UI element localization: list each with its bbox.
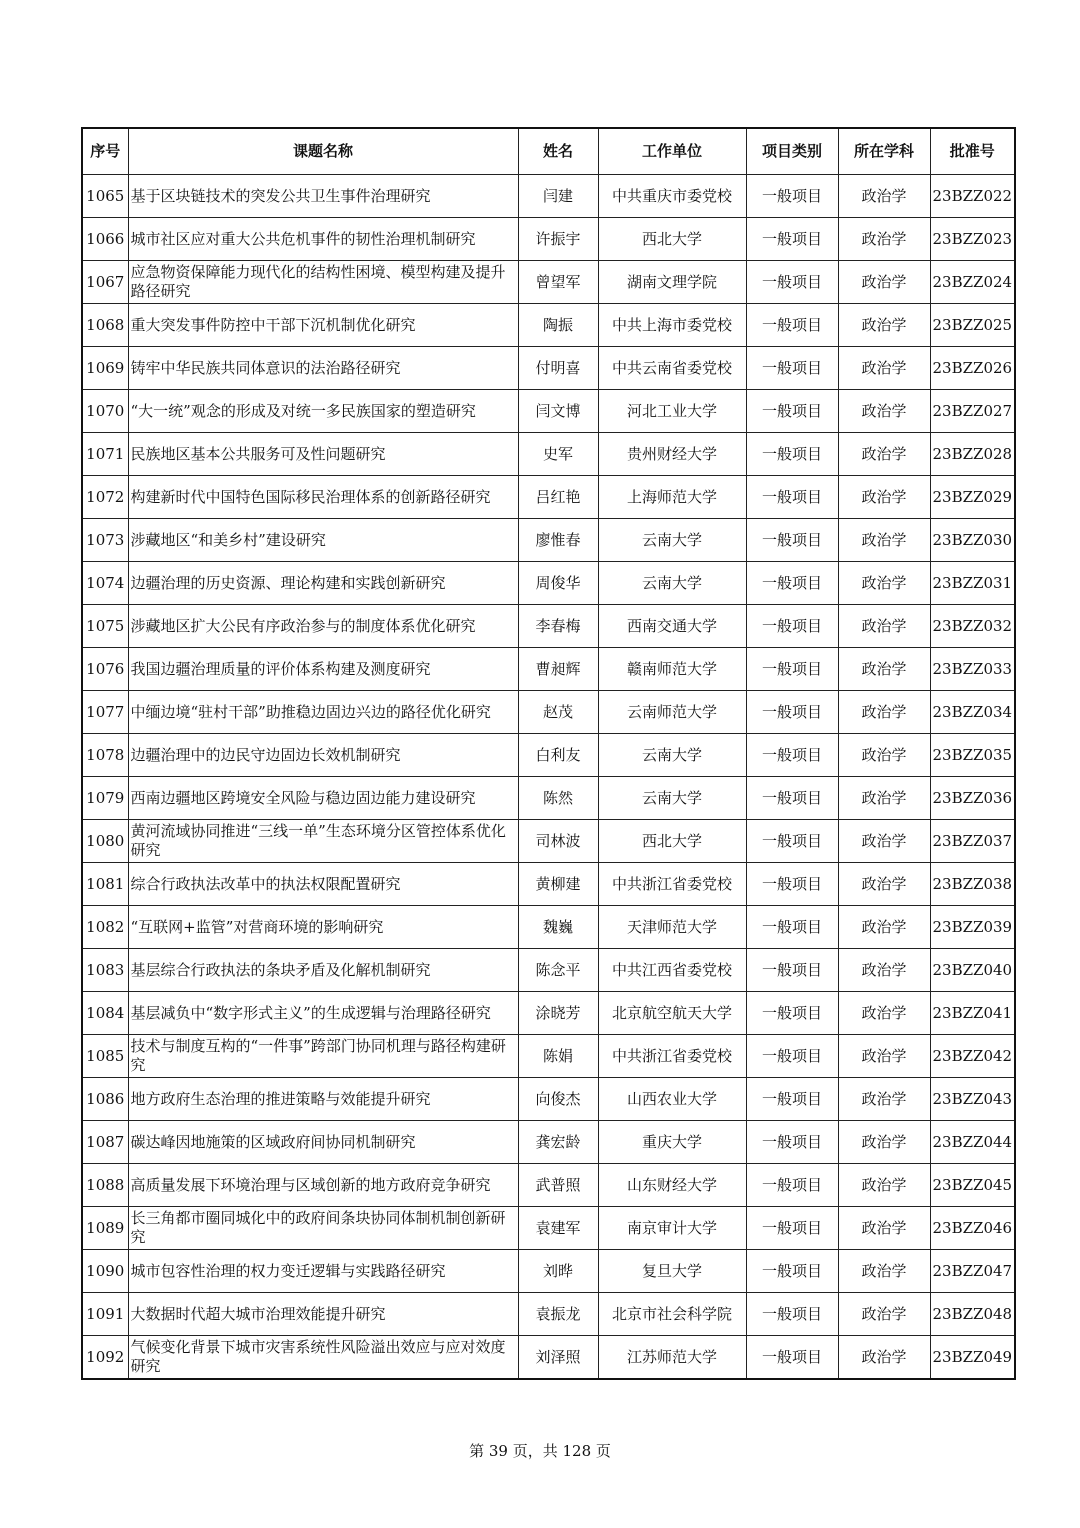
table-row: [82, 992, 1015, 1035]
code-cell: 23BZZ041: [930, 992, 1015, 1035]
title-cell: 城市社区应对重大公共危机事件的韧性治理机制研究: [128, 218, 518, 261]
code-cell: 23BZZ033: [930, 648, 1015, 691]
code-cell: 23BZZ039: [930, 906, 1015, 949]
title-cell: 基层减负中“数字形式主义”的生成逻辑与治理路径研究: [128, 992, 518, 1035]
serial-cell: 1065: [82, 175, 128, 218]
code-cell: 23BZZ037: [930, 820, 1015, 863]
type-cell: 一般项目: [746, 1121, 838, 1164]
table-row: [82, 1164, 1015, 1207]
header-row: [82, 128, 1015, 175]
code-cell: 23BZZ024: [930, 261, 1015, 304]
title-cell: 应急物资保障能力现代化的结构性困境、模型构建及提升路径研究: [128, 261, 518, 304]
code-cell: 23BZZ036: [930, 777, 1015, 820]
subject-cell: 政治学: [838, 648, 930, 691]
subject-cell: 政治学: [838, 1336, 930, 1380]
subject-cell: 政治学: [838, 777, 930, 820]
header-serial: 序号: [82, 128, 128, 175]
table-row: [82, 1078, 1015, 1121]
serial-cell: 1090: [82, 1250, 128, 1293]
table-row: [82, 820, 1015, 863]
unit-cell: 北京航空航天大学: [598, 992, 746, 1035]
type-cell: 一般项目: [746, 476, 838, 519]
subject-cell: 政治学: [838, 218, 930, 261]
unit-cell: 云南大学: [598, 777, 746, 820]
type-cell: 一般项目: [746, 1250, 838, 1293]
table-row: [82, 1336, 1015, 1380]
name-cell: 许振宇: [518, 218, 598, 261]
serial-cell: 1069: [82, 347, 128, 390]
subject-cell: 政治学: [838, 1078, 930, 1121]
header-title: 课题名称: [128, 128, 518, 175]
unit-cell: 云南大学: [598, 734, 746, 777]
serial-cell: 1072: [82, 476, 128, 519]
subject-cell: 政治学: [838, 820, 930, 863]
name-cell: 刘晔: [518, 1250, 598, 1293]
unit-cell: 南京审计大学: [598, 1207, 746, 1250]
subject-cell: 政治学: [838, 1250, 930, 1293]
serial-cell: 1080: [82, 820, 128, 863]
table-row: [82, 347, 1015, 390]
type-cell: 一般项目: [746, 390, 838, 433]
serial-cell: 1091: [82, 1293, 128, 1336]
unit-cell: 河北工业大学: [598, 390, 746, 433]
serial-cell: 1078: [82, 734, 128, 777]
subject-cell: 政治学: [838, 390, 930, 433]
serial-cell: 1086: [82, 1078, 128, 1121]
type-cell: 一般项目: [746, 906, 838, 949]
title-cell: 西南边疆地区跨境安全风险与稳边固边能力建设研究: [128, 777, 518, 820]
type-cell: 一般项目: [746, 949, 838, 992]
unit-cell: 赣南师范大学: [598, 648, 746, 691]
unit-cell: 中共江西省委党校: [598, 949, 746, 992]
title-cell: 边疆治理中的边民守边固边长效机制研究: [128, 734, 518, 777]
project-table: [81, 127, 1016, 1380]
type-cell: 一般项目: [746, 820, 838, 863]
code-cell: 23BZZ029: [930, 476, 1015, 519]
table-row: [82, 1250, 1015, 1293]
title-cell: 铸牢中华民族共同体意识的法治路径研究: [128, 347, 518, 390]
header-code: 批准号: [930, 128, 1015, 175]
subject-cell: 政治学: [838, 433, 930, 476]
name-cell: 向俊杰: [518, 1078, 598, 1121]
table-row: [82, 390, 1015, 433]
title-cell: 基于区块链技术的突发公共卫生事件治理研究: [128, 175, 518, 218]
table-row: [82, 777, 1015, 820]
name-cell: 陶振: [518, 304, 598, 347]
type-cell: 一般项目: [746, 1207, 838, 1250]
title-cell: 城市包容性治理的权力变迁逻辑与实践路径研究: [128, 1250, 518, 1293]
subject-cell: 政治学: [838, 1207, 930, 1250]
type-cell: 一般项目: [746, 691, 838, 734]
subject-cell: 政治学: [838, 519, 930, 562]
subject-cell: 政治学: [838, 1121, 930, 1164]
title-cell: 民族地区基本公共服务可及性问题研究: [128, 433, 518, 476]
code-cell: 23BZZ026: [930, 347, 1015, 390]
type-cell: 一般项目: [746, 1164, 838, 1207]
name-cell: 曾望军: [518, 261, 598, 304]
title-cell: 重大突发事件防控中干部下沉机制优化研究: [128, 304, 518, 347]
unit-cell: 重庆大学: [598, 1121, 746, 1164]
serial-cell: 1066: [82, 218, 128, 261]
name-cell: 白利友: [518, 734, 598, 777]
title-cell: 边疆治理的历史资源、理论构建和实践创新研究: [128, 562, 518, 605]
type-cell: 一般项目: [746, 261, 838, 304]
name-cell: 黄柳建: [518, 863, 598, 906]
code-cell: 23BZZ047: [930, 1250, 1015, 1293]
unit-cell: 云南大学: [598, 519, 746, 562]
name-cell: 吕红艳: [518, 476, 598, 519]
header-name: 姓名: [518, 128, 598, 175]
table-row: [82, 605, 1015, 648]
type-cell: 一般项目: [746, 1035, 838, 1078]
serial-cell: 1073: [82, 519, 128, 562]
title-cell: 大数据时代超大城市治理效能提升研究: [128, 1293, 518, 1336]
table-row: [82, 906, 1015, 949]
table-row: [82, 648, 1015, 691]
code-cell: 23BZZ031: [930, 562, 1015, 605]
title-cell: 构建新时代中国特色国际移民治理体系的创新路径研究: [128, 476, 518, 519]
serial-cell: 1082: [82, 906, 128, 949]
unit-cell: 复旦大学: [598, 1250, 746, 1293]
unit-cell: 上海师范大学: [598, 476, 746, 519]
header-unit: 工作单位: [598, 128, 746, 175]
serial-cell: 1074: [82, 562, 128, 605]
subject-cell: 政治学: [838, 691, 930, 734]
subject-cell: 政治学: [838, 992, 930, 1035]
type-cell: 一般项目: [746, 304, 838, 347]
table-row: [82, 1293, 1015, 1336]
table-row: [82, 175, 1015, 218]
type-cell: 一般项目: [746, 519, 838, 562]
serial-cell: 1075: [82, 605, 128, 648]
table-row: [82, 433, 1015, 476]
serial-cell: 1068: [82, 304, 128, 347]
unit-cell: 中共浙江省委党校: [598, 863, 746, 906]
code-cell: 23BZZ022: [930, 175, 1015, 218]
name-cell: 袁振龙: [518, 1293, 598, 1336]
subject-cell: 政治学: [838, 1035, 930, 1078]
name-cell: 周俊华: [518, 562, 598, 605]
subject-cell: 政治学: [838, 476, 930, 519]
name-cell: 曹昶辉: [518, 648, 598, 691]
code-cell: 23BZZ028: [930, 433, 1015, 476]
name-cell: 廖惟春: [518, 519, 598, 562]
serial-cell: 1076: [82, 648, 128, 691]
name-cell: 闫文博: [518, 390, 598, 433]
table-row: [82, 863, 1015, 906]
table-row: [82, 949, 1015, 992]
name-cell: 龚宏龄: [518, 1121, 598, 1164]
name-cell: 魏巍: [518, 906, 598, 949]
unit-cell: 中共上海市委党校: [598, 304, 746, 347]
subject-cell: 政治学: [838, 949, 930, 992]
title-cell: 气候变化背景下城市灾害系统性风险溢出效应与应对效度研究: [128, 1336, 518, 1380]
name-cell: 袁建军: [518, 1207, 598, 1250]
table-row: [82, 304, 1015, 347]
serial-cell: 1081: [82, 863, 128, 906]
type-cell: 一般项目: [746, 605, 838, 648]
title-cell: 基层综合行政执法的条块矛盾及化解机制研究: [128, 949, 518, 992]
unit-cell: 中共浙江省委党校: [598, 1035, 746, 1078]
type-cell: 一般项目: [746, 777, 838, 820]
table-row: [82, 562, 1015, 605]
type-cell: 一般项目: [746, 1336, 838, 1380]
subject-cell: 政治学: [838, 347, 930, 390]
name-cell: 史军: [518, 433, 598, 476]
code-cell: 23BZZ027: [930, 390, 1015, 433]
serial-cell: 1089: [82, 1207, 128, 1250]
unit-cell: 江苏师范大学: [598, 1336, 746, 1380]
code-cell: 23BZZ042: [930, 1035, 1015, 1078]
code-cell: 23BZZ045: [930, 1164, 1015, 1207]
unit-cell: 云南师范大学: [598, 691, 746, 734]
code-cell: 23BZZ030: [930, 519, 1015, 562]
unit-cell: 贵州财经大学: [598, 433, 746, 476]
subject-cell: 政治学: [838, 1293, 930, 1336]
serial-cell: 1077: [82, 691, 128, 734]
title-cell: 黄河流域协同推进“三线一单”生态环境分区管控体系优化研究: [128, 820, 518, 863]
type-cell: 一般项目: [746, 863, 838, 906]
type-cell: 一般项目: [746, 648, 838, 691]
serial-cell: 1092: [82, 1336, 128, 1380]
name-cell: 司林波: [518, 820, 598, 863]
code-cell: 23BZZ035: [930, 734, 1015, 777]
code-cell: 23BZZ048: [930, 1293, 1015, 1336]
table-row: [82, 691, 1015, 734]
type-cell: 一般项目: [746, 1078, 838, 1121]
table-row: [82, 1207, 1015, 1250]
table-row: [82, 476, 1015, 519]
code-cell: 23BZZ049: [930, 1336, 1015, 1380]
code-cell: 23BZZ046: [930, 1207, 1015, 1250]
title-cell: 高质量发展下环境治理与区域创新的地方政府竞争研究: [128, 1164, 518, 1207]
title-cell: “互联网+监管”对营商环境的影响研究: [128, 906, 518, 949]
type-cell: 一般项目: [746, 175, 838, 218]
code-cell: 23BZZ032: [930, 605, 1015, 648]
subject-cell: 政治学: [838, 562, 930, 605]
table-row: [82, 519, 1015, 562]
name-cell: 赵茂: [518, 691, 598, 734]
subject-cell: 政治学: [838, 261, 930, 304]
subject-cell: 政治学: [838, 175, 930, 218]
unit-cell: 北京市社会科学院: [598, 1293, 746, 1336]
unit-cell: 云南大学: [598, 562, 746, 605]
serial-cell: 1067: [82, 261, 128, 304]
serial-cell: 1070: [82, 390, 128, 433]
unit-cell: 中共云南省委党校: [598, 347, 746, 390]
page-footer: 第 39 页，共 128 页: [469, 1442, 611, 1460]
title-cell: 地方政府生态治理的推进策略与效能提升研究: [128, 1078, 518, 1121]
name-cell: 刘泽照: [518, 1336, 598, 1380]
unit-cell: 山东财经大学: [598, 1164, 746, 1207]
serial-cell: 1083: [82, 949, 128, 992]
title-cell: 我国边疆治理质量的评价体系构建及测度研究: [128, 648, 518, 691]
code-cell: 23BZZ044: [930, 1121, 1015, 1164]
header-subject: 所在学科: [838, 128, 930, 175]
serial-cell: 1088: [82, 1164, 128, 1207]
name-cell: 陈念平: [518, 949, 598, 992]
unit-cell: 天津师范大学: [598, 906, 746, 949]
subject-cell: 政治学: [838, 906, 930, 949]
type-cell: 一般项目: [746, 992, 838, 1035]
type-cell: 一般项目: [746, 347, 838, 390]
subject-cell: 政治学: [838, 734, 930, 777]
name-cell: 陈然: [518, 777, 598, 820]
unit-cell: 西北大学: [598, 218, 746, 261]
code-cell: 23BZZ025: [930, 304, 1015, 347]
table-row: [82, 1121, 1015, 1164]
title-cell: 碳达峰因地施策的区域政府间协同机制研究: [128, 1121, 518, 1164]
title-cell: “大一统”观念的形成及对统一多民族国家的塑造研究: [128, 390, 518, 433]
subject-cell: 政治学: [838, 304, 930, 347]
unit-cell: 中共重庆市委党校: [598, 175, 746, 218]
title-cell: 涉藏地区“和美乡村”建设研究: [128, 519, 518, 562]
subject-cell: 政治学: [838, 863, 930, 906]
unit-cell: 湖南文理学院: [598, 261, 746, 304]
serial-cell: 1085: [82, 1035, 128, 1078]
name-cell: 陈娟: [518, 1035, 598, 1078]
header-type: 项目类别: [746, 128, 838, 175]
table-row: [82, 218, 1015, 261]
unit-cell: 山西农业大学: [598, 1078, 746, 1121]
name-cell: 武普照: [518, 1164, 598, 1207]
type-cell: 一般项目: [746, 433, 838, 476]
title-cell: 综合行政执法改革中的执法权限配置研究: [128, 863, 518, 906]
title-cell: 中缅边境“驻村干部”助推稳边固边兴边的路径优化研究: [128, 691, 518, 734]
code-cell: 23BZZ043: [930, 1078, 1015, 1121]
unit-cell: 西南交通大学: [598, 605, 746, 648]
name-cell: 付明喜: [518, 347, 598, 390]
table-row: [82, 261, 1015, 304]
subject-cell: 政治学: [838, 605, 930, 648]
title-cell: 长三角都市圈同城化中的政府间条块协同体制机制创新研究: [128, 1207, 518, 1250]
serial-cell: 1071: [82, 433, 128, 476]
title-cell: 涉藏地区扩大公民有序政治参与的制度体系优化研究: [128, 605, 518, 648]
title-cell: 技术与制度互构的“一件事”跨部门协同机理与路径构建研究: [128, 1035, 518, 1078]
code-cell: 23BZZ023: [930, 218, 1015, 261]
table-row: [82, 1035, 1015, 1078]
type-cell: 一般项目: [746, 562, 838, 605]
unit-cell: 西北大学: [598, 820, 746, 863]
type-cell: 一般项目: [746, 734, 838, 777]
serial-cell: 1084: [82, 992, 128, 1035]
name-cell: 涂晓芳: [518, 992, 598, 1035]
name-cell: 闫建: [518, 175, 598, 218]
type-cell: 一般项目: [746, 1293, 838, 1336]
table-row: [82, 734, 1015, 777]
type-cell: 一般项目: [746, 218, 838, 261]
subject-cell: 政治学: [838, 1164, 930, 1207]
code-cell: 23BZZ034: [930, 691, 1015, 734]
serial-cell: 1079: [82, 777, 128, 820]
name-cell: 李春梅: [518, 605, 598, 648]
code-cell: 23BZZ040: [930, 949, 1015, 992]
serial-cell: 1087: [82, 1121, 128, 1164]
code-cell: 23BZZ038: [930, 863, 1015, 906]
